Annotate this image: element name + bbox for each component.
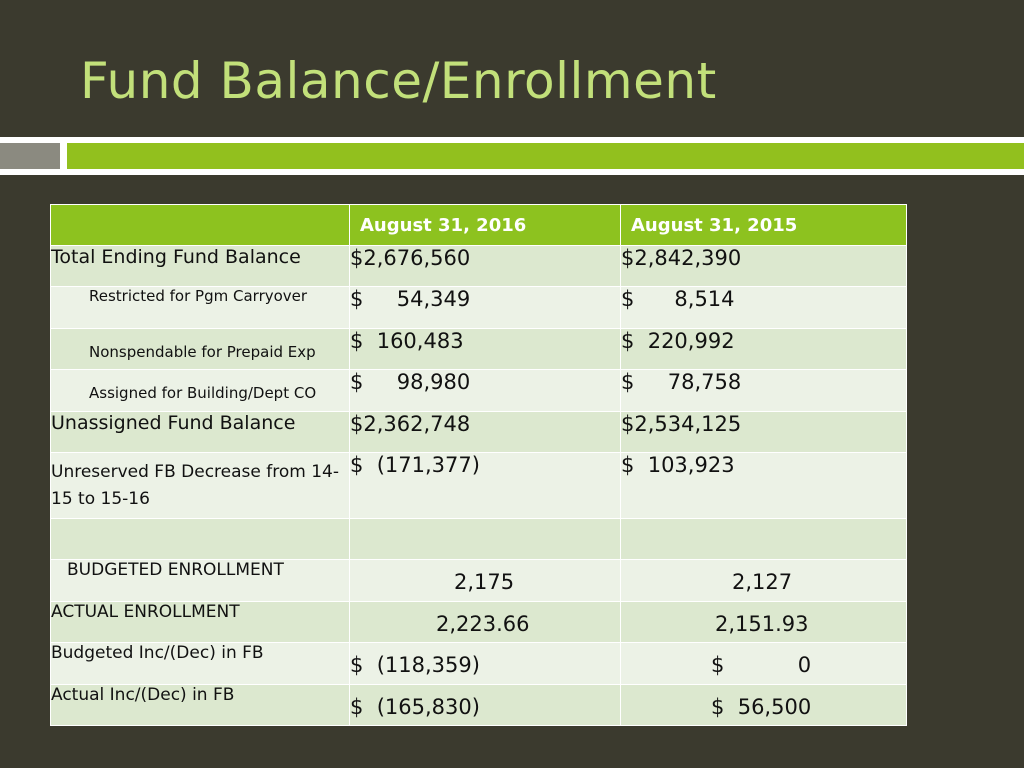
table-row (51, 643, 907, 685)
row-value-2016: $2,362,748 (350, 412, 621, 453)
table-header-row (51, 205, 907, 246)
title-divider-green-bar (67, 143, 1024, 169)
row-value-2016: $ (118,359) (350, 643, 621, 685)
row-label (51, 519, 350, 560)
row-value-2015: $ 0 (621, 643, 907, 685)
row-label: Budgeted Inc/(Dec) in FB (51, 643, 350, 685)
title-divider-gray-block (0, 143, 60, 169)
row-label: Total Ending Fund Balance (51, 246, 350, 287)
header-cell-2015: August 31, 2015 (621, 205, 907, 246)
row-label: Restricted for Pgm Carryover (51, 287, 350, 329)
table-row-empty (51, 519, 907, 560)
row-label: BUDGETED ENROLLMENT (51, 560, 350, 602)
row-value-2015: $ 78,758 (621, 370, 907, 412)
row-value-2015: $2,534,125 (621, 412, 907, 453)
row-value-2016: $ 54,349 (350, 287, 621, 329)
table-row (51, 246, 907, 287)
table-row (51, 453, 907, 519)
row-label: Unreserved FB Decrease from 14-15 to 15-16 (51, 453, 350, 519)
row-value-2015: 2,127 (621, 560, 907, 602)
row-value-2016: $ 98,980 (350, 370, 621, 412)
header-cell-label (51, 205, 350, 246)
row-label: ACTUAL ENROLLMENT (51, 602, 350, 643)
table-row (51, 412, 907, 453)
table-row (51, 602, 907, 643)
row-value-2015: $ 103,923 (621, 453, 907, 519)
row-label: Assigned for Building/Dept CO (51, 370, 350, 412)
row-value-2016: 2,175 (350, 560, 621, 602)
slide-title: Fund Balance/Enrollment (80, 52, 717, 110)
header-cell-2016: August 31, 2016 (350, 205, 621, 246)
row-value-2015: $2,842,390 (621, 246, 907, 287)
row-value-2016: $ 160,483 (350, 329, 621, 370)
row-label: Nonspendable for Prepaid Exp (51, 329, 350, 370)
row-value-2016: $2,676,560 (350, 246, 621, 287)
table-row (51, 370, 907, 412)
row-value-2015 (621, 519, 907, 560)
table-row (51, 685, 907, 726)
row-value-2015: $ 220,992 (621, 329, 907, 370)
row-value-2016: $ (165,830) (350, 685, 621, 726)
fund-balance-table (50, 204, 907, 726)
row-label: Unassigned Fund Balance (51, 412, 350, 453)
row-value-2016 (350, 519, 621, 560)
row-value-2015: $ 56,500 (621, 685, 907, 726)
row-value-2015: 2,151.93 (621, 602, 907, 643)
row-label: Actual Inc/(Dec) in FB (51, 685, 350, 726)
table-row (51, 560, 907, 602)
row-value-2015: $ 8,514 (621, 287, 907, 329)
row-value-2016: $ (171,377) (350, 453, 621, 519)
row-value-2016: 2,223.66 (350, 602, 621, 643)
table-row (51, 287, 907, 329)
table-row (51, 329, 907, 370)
